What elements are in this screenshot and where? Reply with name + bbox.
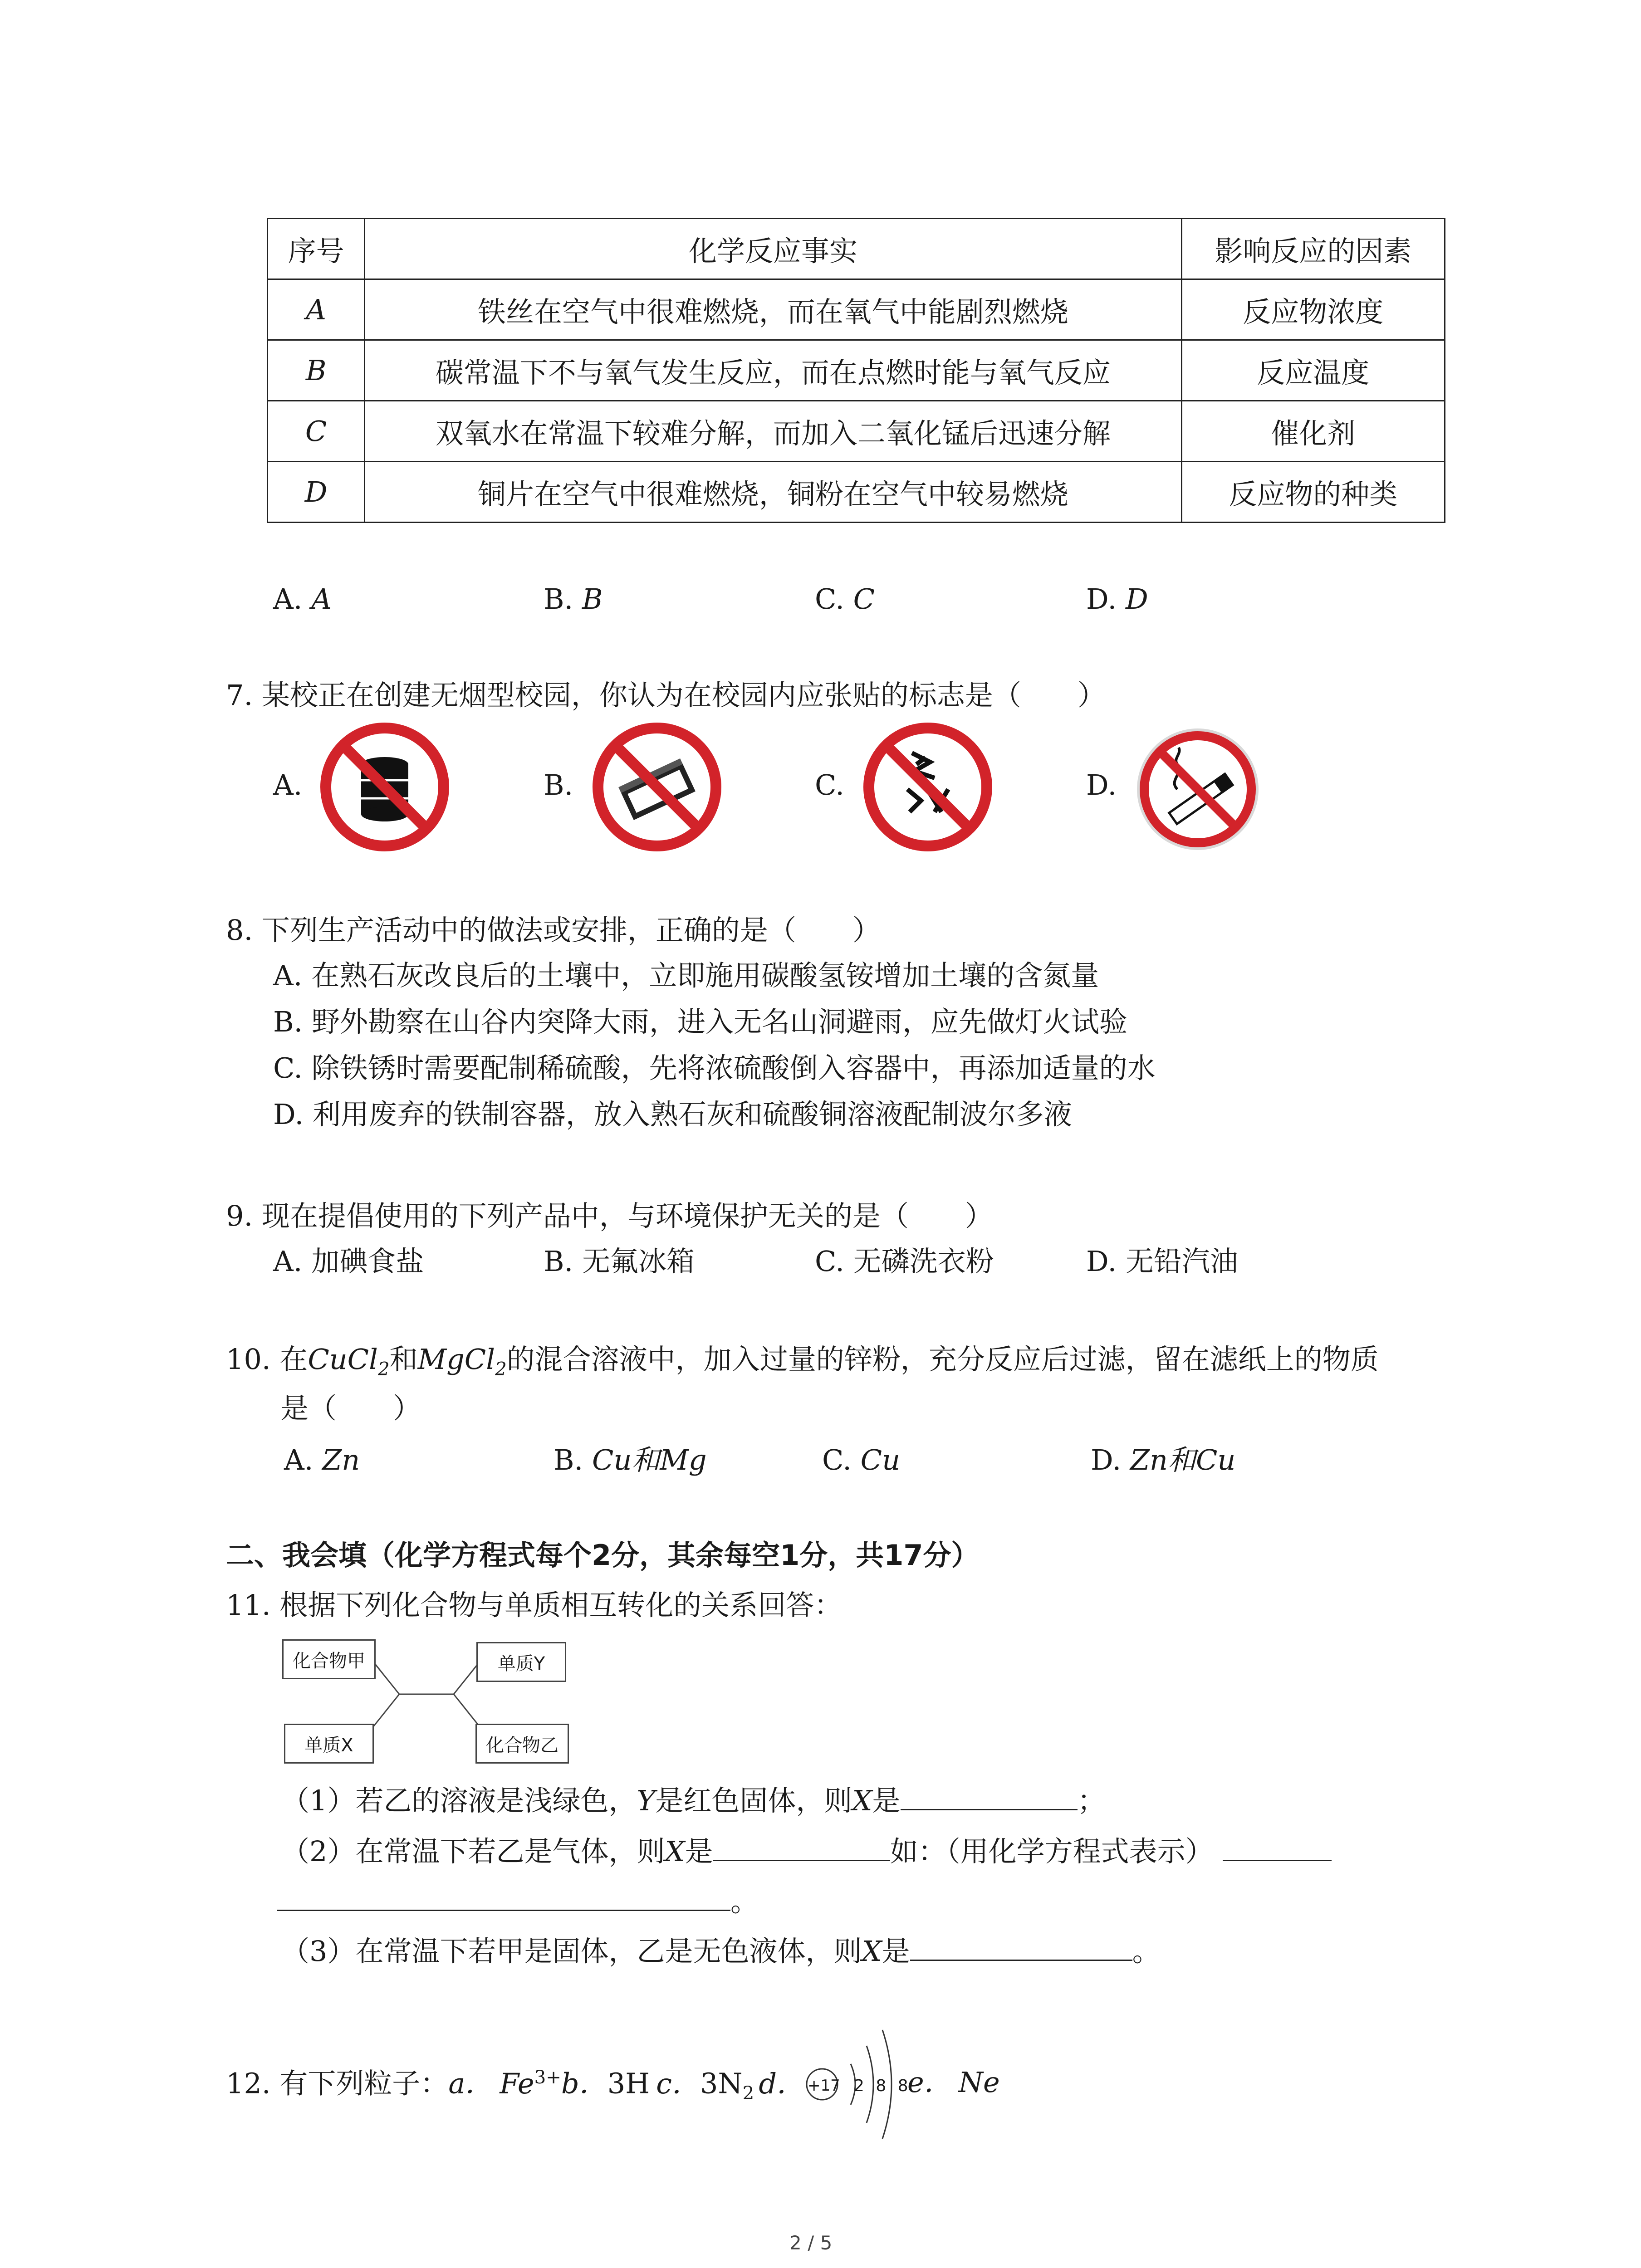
q7-option-a-label: A. — [273, 768, 303, 802]
option-value: Zn — [322, 1443, 360, 1476]
q10-option-c — [822, 1443, 901, 1476]
q6-option-c — [815, 582, 875, 616]
particle-a: Fe — [500, 2067, 534, 2100]
q11-part1 — [281, 1782, 1106, 1815]
q12-line-end — [907, 2068, 1000, 2097]
no-oil-drum-sign-icon — [319, 721, 451, 853]
text: 12. 有下列粒子： — [226, 2067, 449, 2100]
q8-option: C. 除铁锈时需要配制稀硫酸，先将浓硫酸倒入容器中，再添加适量的水 — [273, 1051, 1156, 1085]
text: d． — [759, 2067, 805, 2100]
q6-option-b — [544, 582, 603, 616]
answer-blank[interactable] — [901, 1782, 1078, 1810]
formula-cucl2: CuCl — [308, 1343, 378, 1376]
q9-option: A. 加碘食盐 — [273, 1245, 424, 1278]
table-cell-factor: 反应物浓度 — [1181, 279, 1445, 340]
q8-option: D. 利用废弃的铁制容器，放入熟石灰和硫酸铜溶液配制波尔多液 — [273, 1098, 1072, 1131]
q9-option: B. 无氟冰箱 — [544, 1245, 695, 1278]
text: （1）若乙的溶液是浅绿色， — [281, 1784, 637, 1817]
option-label: A. — [284, 1443, 314, 1476]
q10-stem — [226, 1345, 1379, 1378]
q8-stem: 8. 下列生产活动中的做法或安排，正确的是（ ） — [226, 914, 881, 947]
option-value: C — [853, 582, 875, 616]
text: 。 — [730, 1885, 759, 1918]
option-label: B. — [544, 582, 573, 616]
table-header: 影响反应的因素 — [1181, 219, 1445, 279]
q11-part2 — [281, 1833, 1332, 1866]
text: 是 — [882, 1935, 910, 1968]
option-value: A — [311, 582, 332, 616]
table-cell-fact: 碳常温下不与氧气发生反应，而在点燃时能与氧气反应 — [365, 340, 1181, 401]
diagram-box-element-x: 单质X — [284, 1724, 374, 1764]
table-cell-code: B — [268, 340, 365, 401]
text: （2）在常温下若乙是气体，则 — [281, 1835, 665, 1868]
section-title: 二、我会填（化学方程式每个2分，其余每空1分，共17分） — [226, 1539, 980, 1572]
option-label: A. — [273, 582, 303, 616]
table-header: 序号 — [268, 219, 365, 279]
text: 。 — [1132, 1935, 1161, 1968]
q6-option-a — [273, 582, 332, 616]
option-label: B. — [554, 1443, 583, 1476]
text: 是红色固体，则 — [655, 1784, 852, 1817]
text: 如：（用化学方程式表示） — [890, 1835, 1214, 1868]
q7-option-b-label: B. — [544, 768, 573, 802]
subscript: 2 — [742, 2082, 754, 2104]
reaction-factors-table — [267, 218, 1445, 523]
q8-option: A. 在熟石灰改良后的土壤中，立即施用碳酸氢铵增加土壤的含氮量 — [273, 959, 1099, 992]
option-label: D. — [1086, 582, 1117, 616]
table-header-row — [268, 219, 1445, 279]
table-cell-fact: 双氧水在常温下较难分解，而加入二氧化锰后迅速分解 — [365, 401, 1181, 462]
text: 是 — [685, 1835, 713, 1868]
particle-c: 3N — [700, 2067, 743, 2100]
text: ； — [1077, 1784, 1106, 1817]
subscript: 2 — [495, 1358, 507, 1380]
table-header: 化学反应事实 — [365, 219, 1181, 279]
table-row — [268, 279, 1445, 340]
table-cell-code: A — [268, 279, 365, 340]
table-cell-fact: 铜片在空气中很难燃烧，铜粉在空气中较易燃烧 — [365, 462, 1181, 523]
q7-option-c-label: C. — [815, 768, 844, 802]
q10-num: 10. 在 — [226, 1343, 308, 1376]
q6-option-d — [1086, 582, 1148, 616]
answer-blank[interactable] — [713, 1833, 890, 1861]
electron-shells: 2 8 8 — [854, 2077, 908, 2095]
q11-part2-line2 — [277, 1882, 759, 1916]
var-y: Y — [637, 1784, 656, 1817]
option-value: D — [1125, 582, 1148, 616]
option-value: Zn和Cu — [1130, 1443, 1236, 1476]
q7-option-d-label: D. — [1086, 768, 1117, 802]
text: a． — [448, 2067, 494, 2100]
table-row — [268, 401, 1445, 462]
text: b． — [561, 2067, 607, 2100]
q10-option-d — [1091, 1443, 1236, 1476]
answer-blank[interactable] — [277, 1882, 730, 1911]
text: e． — [907, 2066, 952, 2099]
option-value: B — [582, 582, 603, 616]
q11-part3 — [281, 1932, 1161, 1968]
table-row — [268, 340, 1445, 401]
q9-option: D. 无铅汽油 — [1086, 1245, 1238, 1278]
option-label: C. — [815, 582, 844, 616]
q12-line — [226, 2068, 805, 2102]
superscript: 3+ — [534, 2067, 562, 2088]
option-label: C. — [822, 1443, 852, 1476]
no-matches-sign-icon — [591, 721, 723, 853]
q10-rest: 的混合溶液中，加入过量的锌粉，充分反应后过滤，留在滤纸上的物质 — [506, 1343, 1379, 1376]
var-x: X — [862, 1935, 882, 1968]
q7-stem: 7. 某校正在创建无烟型校园，你认为在校园内应张贴的标志是（ ） — [226, 679, 1106, 712]
table-cell-factor: 反应温度 — [1181, 340, 1445, 401]
nucleus-charge: +17 — [808, 2077, 840, 2095]
text: c． — [656, 2067, 700, 2100]
q11-stem: 11. 根据下列化合物与单质相互转化的关系回答： — [226, 1589, 843, 1622]
particle-e: Ne — [958, 2066, 1000, 2099]
subscript: 2 — [377, 1358, 390, 1380]
answer-blank[interactable] — [910, 1932, 1132, 1961]
option-value: Cu和Mg — [592, 1443, 707, 1476]
q9-option: C. 无磷洗衣粉 — [815, 1245, 994, 1278]
var-x: X — [665, 1835, 685, 1868]
diagram-box-compound-a: 化合物甲 — [282, 1639, 376, 1679]
particle-b: 3H — [607, 2067, 650, 2100]
table-cell-code: C — [268, 401, 365, 462]
diagram-box-compound-b: 化合物乙 — [475, 1724, 569, 1764]
diagram-box-element-y: 单质Y — [476, 1642, 566, 1682]
q10-option-b — [554, 1443, 707, 1476]
q9-stem: 9. 现在提倡使用的下列产品中，与环境保护无关的是（ ） — [226, 1199, 993, 1232]
table-cell-factor: 反应物的种类 — [1181, 462, 1445, 523]
table-cell-fact: 铁丝在空气中很难燃烧，而在氧气中能剧烈燃烧 — [365, 279, 1181, 340]
q10-option-a — [284, 1443, 360, 1476]
no-stacking-sign-icon — [862, 721, 994, 853]
no-smoking-sign-icon — [1134, 726, 1261, 853]
answer-blank[interactable] — [1223, 1833, 1332, 1861]
table-cell-code: D — [268, 462, 365, 523]
q10-and: 和 — [389, 1343, 418, 1376]
text: （3）在常温下若甲是固体，乙是无色液体，则 — [281, 1935, 862, 1968]
formula-mgcl2: MgCl — [417, 1343, 495, 1376]
option-value: Cu — [860, 1443, 901, 1476]
table-cell-factor: 催化剂 — [1181, 401, 1445, 462]
option-label: D. — [1091, 1443, 1122, 1476]
q8-option: B. 野外勘察在山谷内突降大雨，进入无名山洞避雨，应先做灯火试验 — [273, 1005, 1127, 1038]
table-row — [268, 462, 1445, 523]
text: 是 — [872, 1784, 901, 1817]
q10-stem-line2: 是（ ） — [280, 1392, 421, 1425]
var-x: X — [852, 1784, 872, 1817]
page-number: 2 / 5 — [789, 2232, 833, 2254]
